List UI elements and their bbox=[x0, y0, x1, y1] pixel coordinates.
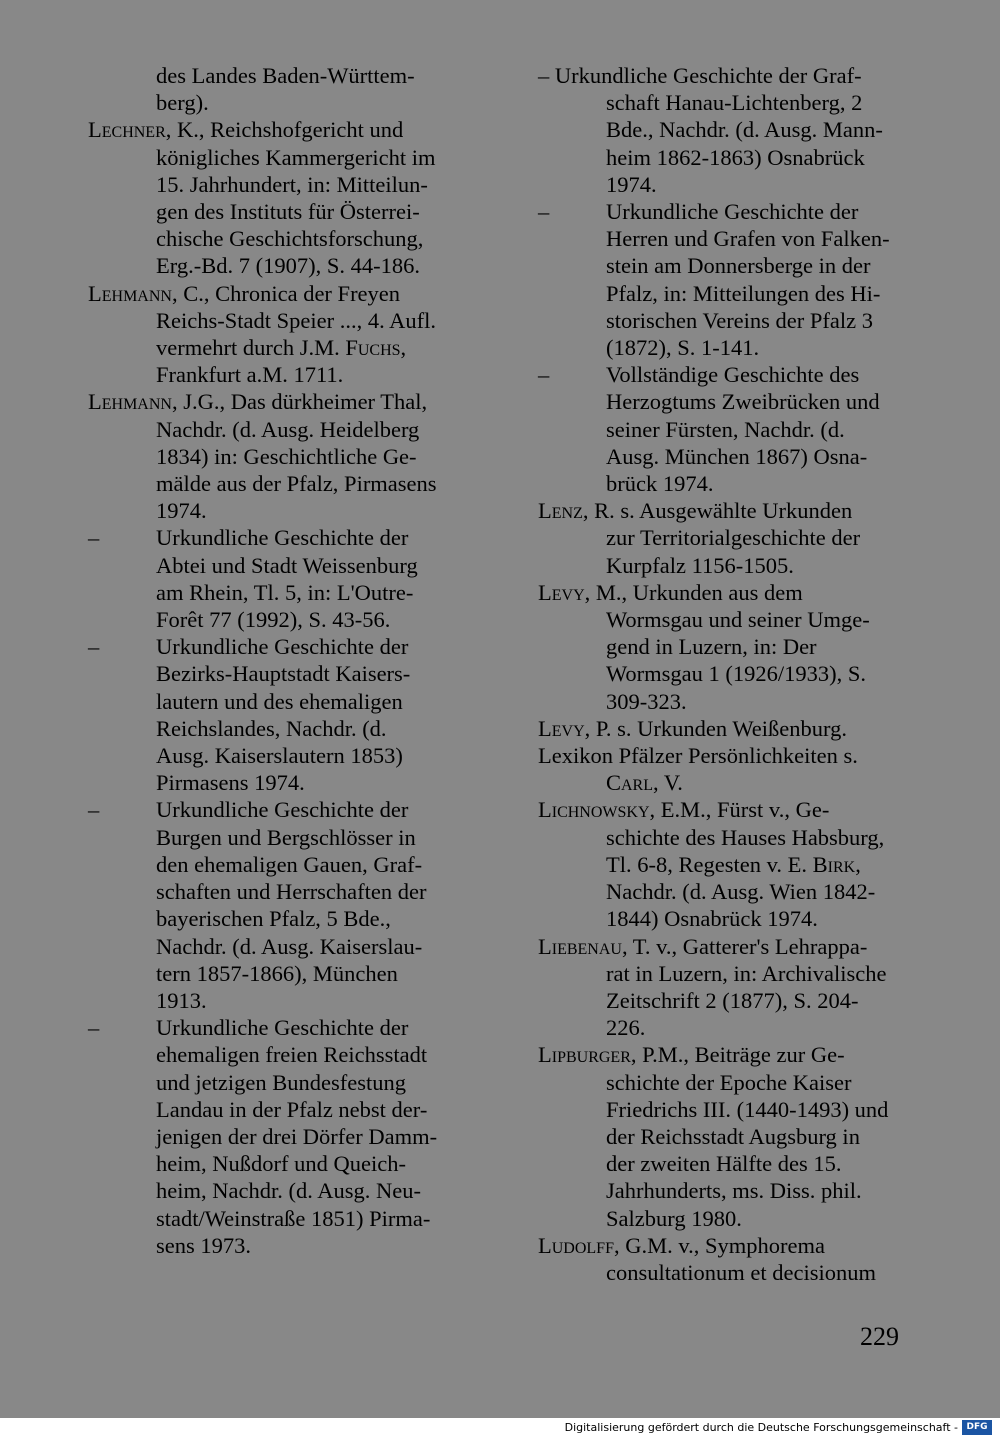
bib-entry bbox=[88, 388, 458, 524]
author-name: Liebenau bbox=[538, 933, 622, 959]
author-name: Lipburger bbox=[538, 1042, 631, 1068]
bib-entry-text: Levy, P. s. Urkunden Weißenburg. bbox=[538, 715, 847, 741]
bib-entry-text: Urkundliche Geschichte der ehemaligen freien Reichsstadt und jetzigen Bundesfestung Landau in der Pfalz nebst der- jenigen der drei Dörfer Damm- heim, Nußdorf und Queich- heim, Nachdr. (d. Ausg. Neu- stadt/Weinstraße 1851) Pirma- sens 1973. bbox=[156, 1015, 438, 1258]
footer-credit: Digitalisierung gefördert durch die Deutsche Forschungsgemeinschaft - bbox=[564, 1421, 958, 1434]
bib-entry bbox=[538, 715, 908, 742]
bib-entry-text: Urkundliche Geschichte der Herren und Grafen von Falken- stein am Donnersberge in der Pfalz, in: Mitteilungen des Hi- storischen Vereins der Pfalz 3 (1872), S. 1-141. bbox=[606, 199, 890, 361]
author-name: Lechner bbox=[88, 117, 166, 143]
bib-entry-text: Lipburger, P.M., Beiträge zur Ge- schichte der Epoche Kaiser Friedrichs III. (1440-1493) und der Reichsstadt Augsburg in der zweiten Hälfte des 15. Jahrhunderts, ms. Diss. phil. Salzburg 1980. bbox=[538, 1042, 889, 1231]
bib-entry bbox=[538, 933, 908, 1042]
author-name: Lichnowsky bbox=[538, 797, 650, 823]
author-name: Lenz bbox=[538, 498, 583, 524]
bib-entry-text: Lechner, K., Reichshofgericht und königliches Kammergericht im 15. Jahrhundert, in: Mitteilun- gen des Instituts für Österrei- chische Geschichtsforschung, Erg.-Bd. 7 (1907), S. 44-186. bbox=[88, 117, 436, 279]
bib-entry-dash bbox=[88, 1014, 458, 1259]
bib-entry bbox=[538, 579, 908, 715]
dash-marker: – bbox=[88, 797, 100, 823]
bib-entry bbox=[538, 497, 908, 579]
author-name: Lehmann bbox=[88, 389, 172, 415]
bib-entry-dash bbox=[538, 198, 908, 361]
dash-marker: – bbox=[538, 199, 550, 225]
bib-entry bbox=[538, 1041, 908, 1231]
bib-entry-text: Vollständige Geschichte des Herzogtums Zweibrücken und seiner Fürsten, Nachdr. (d. Ausg. München 1867) Osna- brück 1974. bbox=[606, 362, 880, 497]
bib-entry-text: Lehmann, C., Chronica der Freyen Reichs-Stadt Speier ..., 4. Aufl. vermehrt durch J.M. Fuchs, Frankfurt a.M. 1711. bbox=[88, 280, 436, 388]
bib-entry-text: Lenz, R. s. Ausgewählte Urkunden zur Territorialgeschichte der Kurpfalz 1156-1505. bbox=[538, 498, 861, 578]
bib-entry-text: Urkundliche Geschichte der Abtei und Stadt Weissenburg am Rhein, Tl. 5, in: L'Outre- Forêt 77 (1992), S. 43-56. bbox=[156, 525, 418, 633]
bib-entry-text: Ludolff, G.M. v., Symphorema consultationum et decisionum bbox=[538, 1232, 876, 1285]
bib-entry-dash bbox=[88, 796, 458, 1014]
footer-bar bbox=[0, 1418, 1000, 1439]
bib-entry-text: – Urkundliche Geschichte der Graf- schaft Hanau-Lichtenberg, 2 Bde., Nachdr. (d. Ausg. Mann- heim 1862-1863) Osnabrück 1974. bbox=[538, 63, 883, 197]
right-column bbox=[538, 62, 908, 1286]
bib-entry bbox=[88, 116, 458, 279]
bib-entry-text: Levy, M., Urkunden aus dem Wormsgau und seiner Umge- gend in Luzern, in: Der Wormsgau 1 (1926/1933), S. 309-323. bbox=[538, 579, 870, 714]
bib-entry-text: Lexikon Pfälzer Persönlichkeiten s. Carl, V. bbox=[538, 743, 858, 796]
bib-entry-text: Urkundliche Geschichte der Bezirks-Hauptstadt Kaisers- lautern und des ehemaligen Reichslandes, Nachdr. (d. Ausg. Kaiserslautern 1853) Pirmasens 1974. bbox=[156, 634, 411, 796]
left-column bbox=[88, 62, 458, 1259]
bib-entry-text: Lichnowsky, E.M., Fürst v., Ge- schichte des Hauses Habsburg, Tl. 6-8, Regesten v. E. Birk, Nachdr. (d. Ausg. Wien 1842- 1844) Osnabrück 1974. bbox=[538, 797, 885, 932]
bib-entry bbox=[88, 280, 458, 389]
bib-entry-text: des Landes Baden-Württem- berg). bbox=[156, 63, 415, 116]
bib-entry-dash bbox=[88, 524, 458, 633]
bib-entry-continuation bbox=[88, 62, 458, 116]
bib-entry-text: Urkundliche Geschichte der Burgen und Bergschlösser in den ehemaligen Gauen, Graf- schaften und Herrschaften der bayerischen Pfalz, 5 Bde., Nachdr. (d. Ausg. Kaiserslau- tern 1857-1866), München 1913. bbox=[156, 797, 427, 1013]
author-name: Levy bbox=[538, 579, 585, 605]
bib-entry bbox=[538, 742, 908, 796]
dash-marker: – bbox=[88, 634, 100, 660]
dash-marker: – bbox=[88, 525, 100, 551]
bib-entry-dash bbox=[88, 633, 458, 796]
bib-entry-dash bbox=[538, 62, 908, 198]
author-name: Ludolff bbox=[538, 1232, 614, 1258]
author-name: Levy bbox=[538, 715, 585, 741]
bib-entry-text: Lehmann, J.G., Das dürkheimer Thal, Nachdr. (d. Ausg. Heidelberg 1834) in: Geschichtliche Ge- mälde aus der Pfalz, Pirmasens 1974. bbox=[88, 389, 437, 524]
bib-entry bbox=[538, 796, 908, 932]
dash-marker: – bbox=[538, 362, 550, 388]
page-number: 229 bbox=[860, 1322, 899, 1351]
bib-entry-dash bbox=[538, 361, 908, 497]
dfg-logo-icon: DFG bbox=[962, 1420, 992, 1435]
bib-entry bbox=[538, 1232, 908, 1286]
author-name: Lehmann bbox=[88, 280, 172, 306]
bib-entry-text: Liebenau, T. v., Gatterer's Lehrappa- rat in Luzern, in: Archivalische Zeitschrift 2 (1877), S. 204- 226. bbox=[538, 933, 887, 1041]
dash-marker: – bbox=[88, 1015, 100, 1041]
